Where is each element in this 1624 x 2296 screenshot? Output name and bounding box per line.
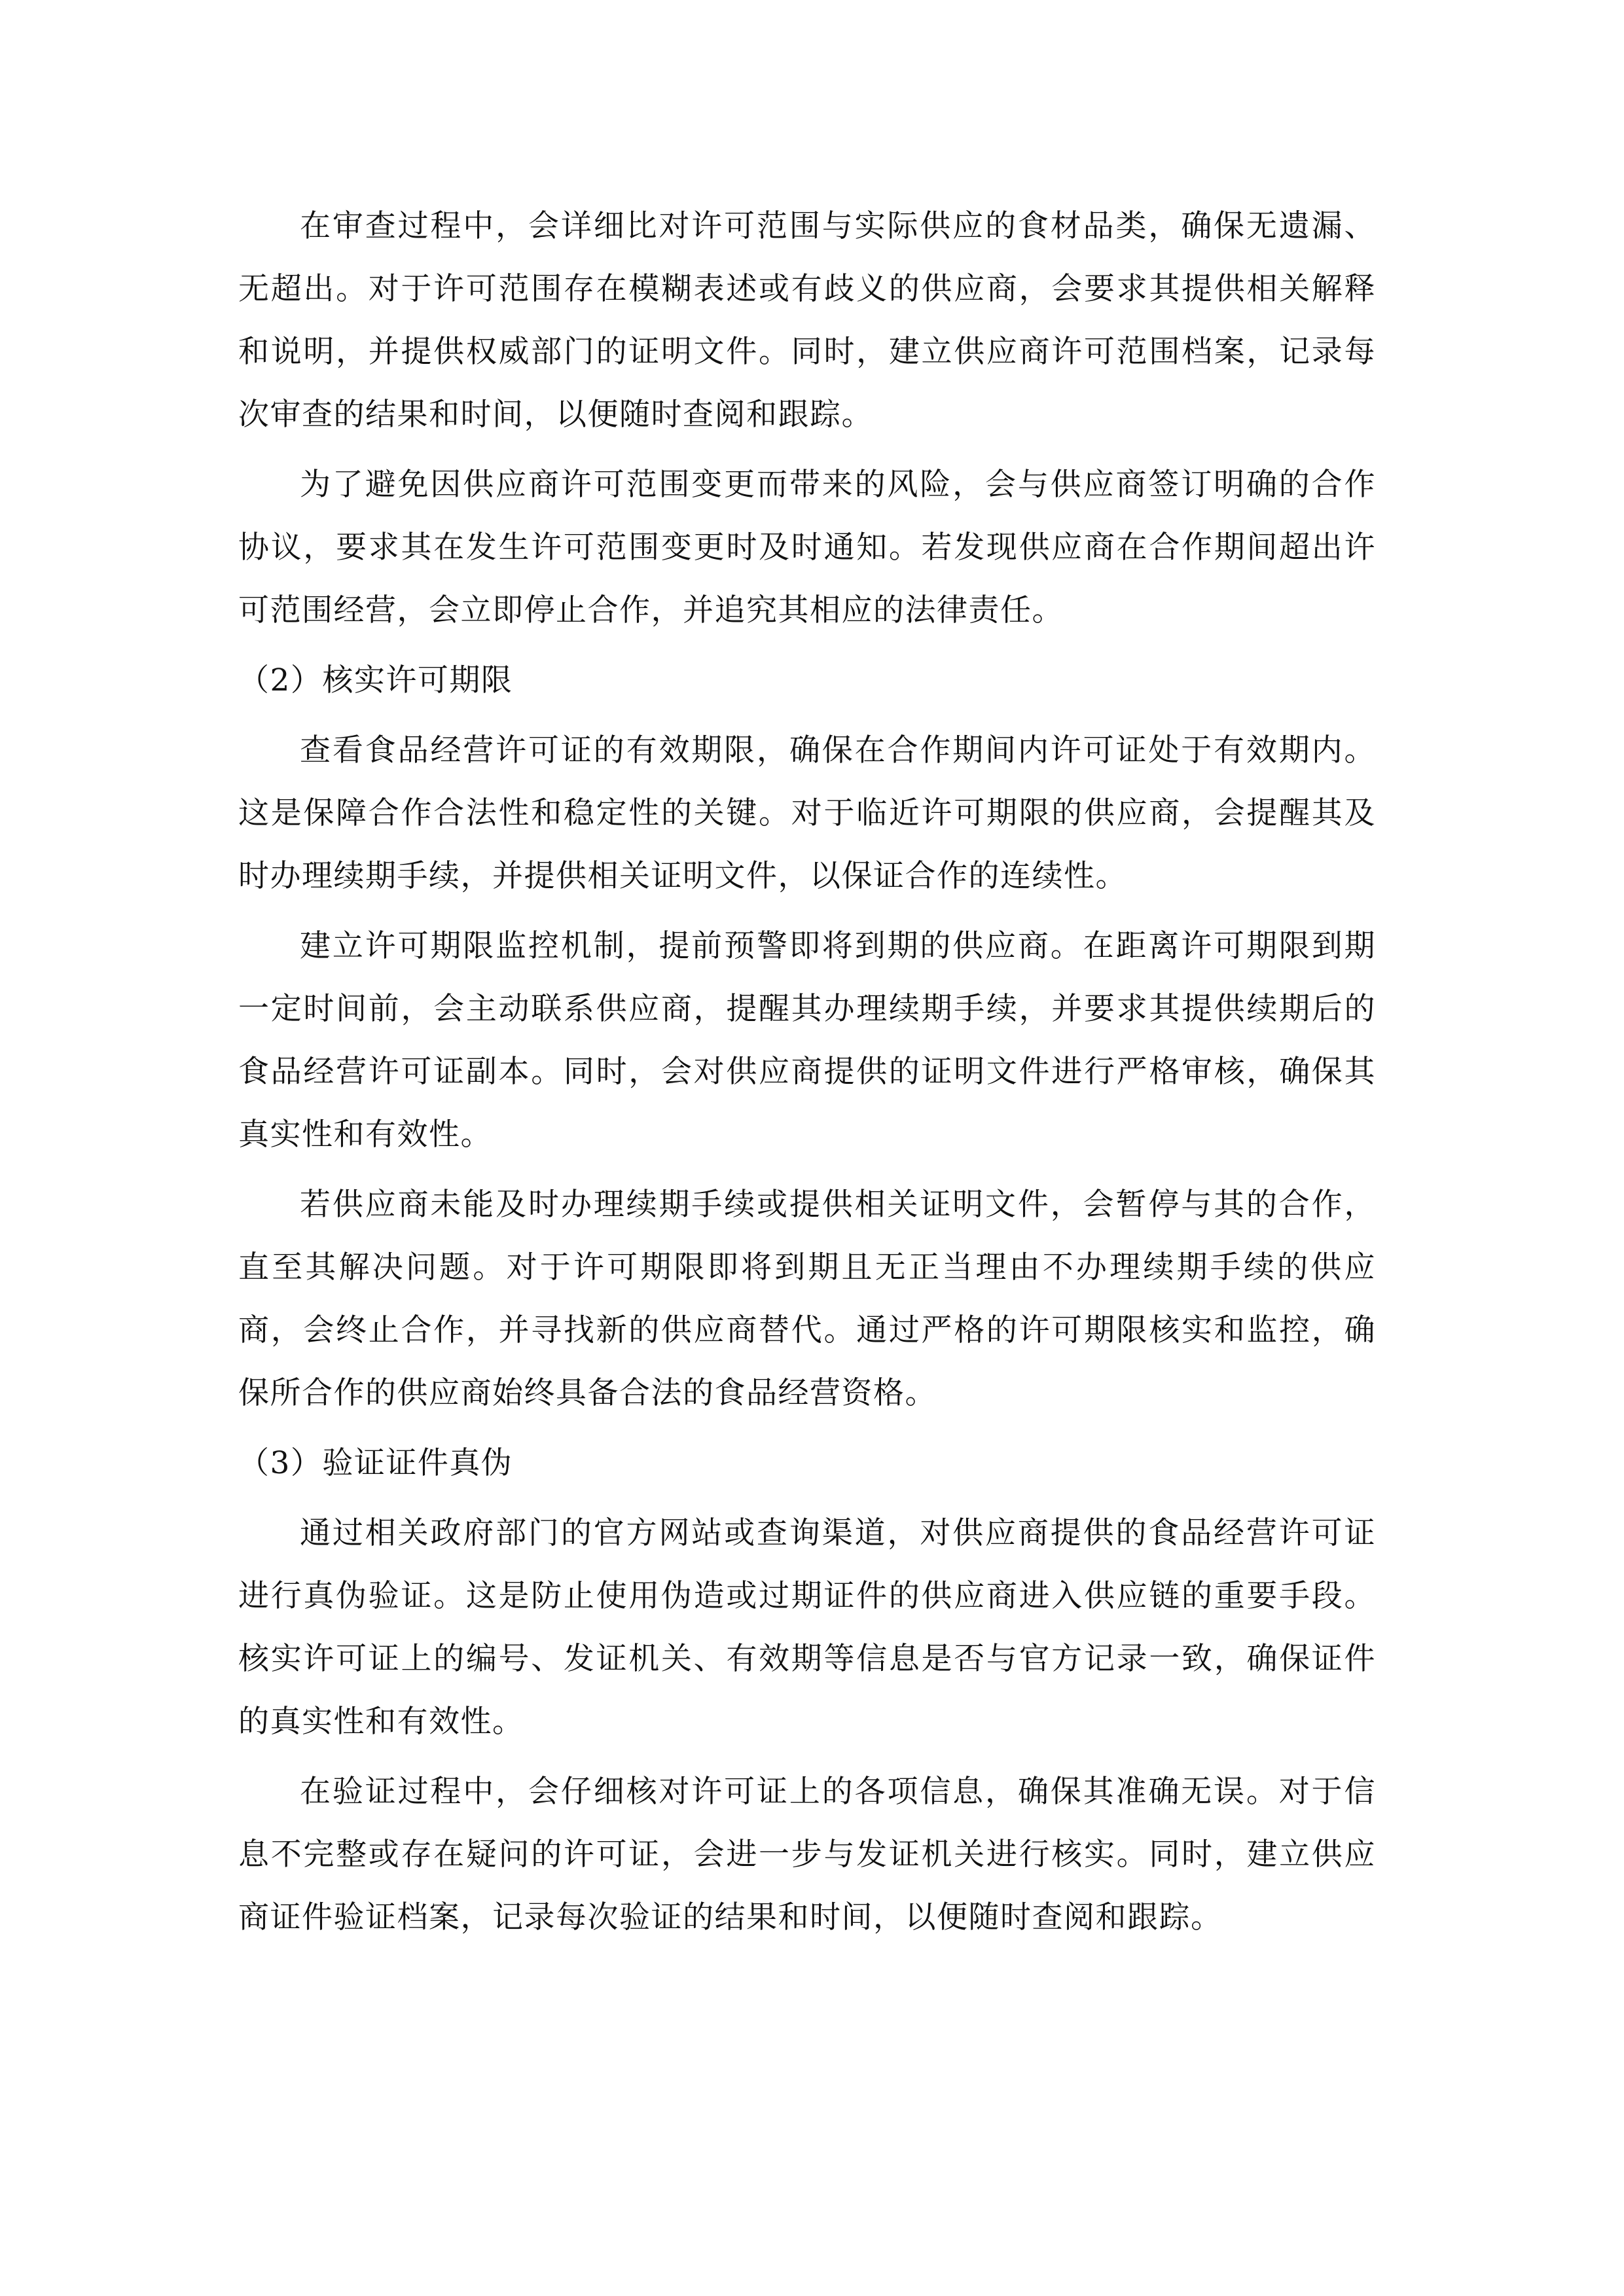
paragraph: 在审查过程中，会详细比对许可范围与实际供应的食材品类，确保无遗漏、无超出。对于许可范围存在模糊表述或有歧义的供应商，会要求其提供相关解释和说明，并提供权威部门的证明文件。同时，建立供应商许可范围档案，记录每次审查的结果和时间，以便随时查阅和跟踪。: [238, 208, 1376, 433]
paragraph: 建立许可期限监控机制，提前预警即将到期的供应商。在距离许可期限到期一定时间前，会主动联系供应商，提醒其办理续期手续，并要求其提供续期后的食品经营许可证副本。同时，会对供应商提供的证明文件进行严格审核，确保其真实性和有效性。: [238, 928, 1376, 1153]
paragraph: 通过相关政府部门的官方网站或查询渠道，对供应商提供的食品经营许可证进行真伪验证。这是防止使用伪造或过期证件的供应商进入供应链的重要手段。核实许可证上的编号、发证机关、有效期等信息是否与官方记录一致，确保证件的真实性和有效性。: [238, 1515, 1376, 1740]
body-text: [238, 195, 1376, 1949]
paragraph: 查看食品经营许可证的有效期限，确保在合作期间内许可证处于有效期内。这是保障合作合法性和稳定性的关键。对于临近许可期限的供应商，会提醒其及时办理续期手续，并提供相关证明文件，以保证合作的连续性。: [238, 732, 1376, 894]
section-heading: （2）核实许可期限: [238, 662, 513, 698]
paragraph: 若供应商未能及时办理续期手续或提供相关证明文件，会暂停与其的合作，直至其解决问题。对于许可期限即将到期且无正当理由不办理续期手续的供应商，会终止合作，并寻找新的供应商替代。通过严格的许可期限核实和监控，确保所合作的供应商始终具备合法的食品经营资格。: [238, 1187, 1376, 1411]
paragraph: 为了避免因供应商许可范围变更而带来的风险，会与供应商签订明确的合作协议，要求其在发生许可范围变更时及时通知。若发现供应商在合作期间超出许可范围经营，会立即停止合作，并追究其相应的法律责任。: [238, 467, 1376, 628]
section-heading: （3）验证证件真伪: [238, 1445, 513, 1481]
paragraph: 在验证过程中，会仔细核对许可证上的各项信息，确保其准确无误。对于信息不完整或存在疑问的许可证，会进一步与发证机关进行核实。同时，建立供应商证件验证档案，记录每次验证的结果和时间，以便随时查阅和跟踪。: [238, 1774, 1376, 1935]
